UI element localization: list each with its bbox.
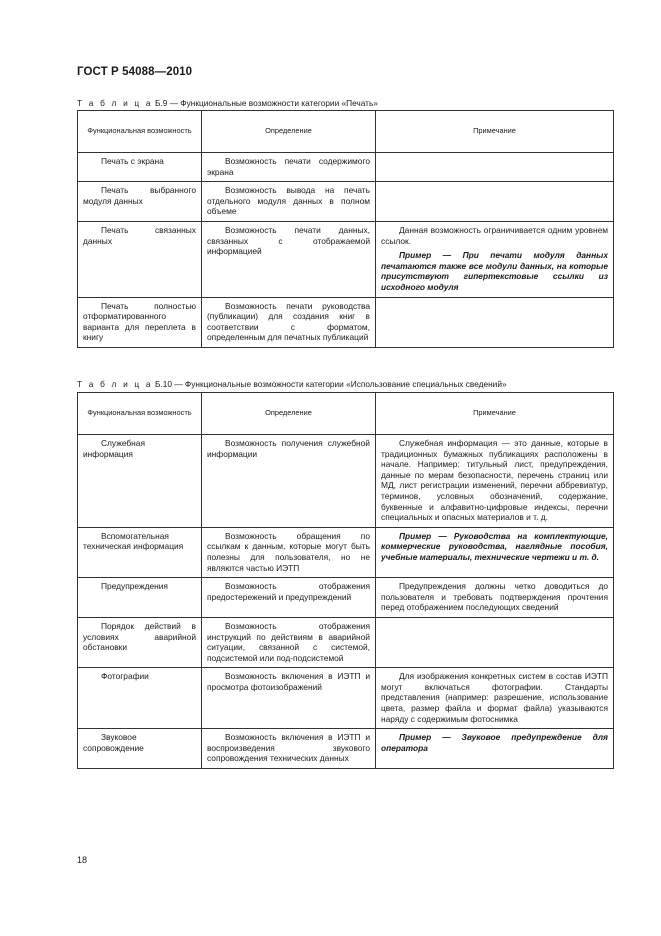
note-cell bbox=[376, 729, 614, 769]
table-row bbox=[78, 221, 614, 297]
capability-cell: Порядок действий в условиях аварийной обстановки bbox=[78, 617, 202, 667]
example-text: Пример — Руководства на комплектующие, коммерческие руководства, наглядные пособия, учебные материалы, технические чертежи и т. д. bbox=[381, 530, 608, 562]
document-header: ГОСТ Р 54088—2010 bbox=[77, 66, 193, 78]
page-number: 18 bbox=[77, 855, 88, 865]
table-b10-caption bbox=[77, 379, 507, 389]
capability-cell: Печать с экрана bbox=[78, 153, 202, 182]
note-cell bbox=[376, 578, 614, 618]
definition-cell: Возможность обращения по ссылкам к данным, которые могут быть полезны для пользователя, но не являются частью ИЭТП bbox=[202, 527, 376, 577]
table-row bbox=[78, 578, 614, 618]
table-row bbox=[78, 435, 614, 528]
note-text: Данная возможность ограничивается одним уровнем ссылок. bbox=[381, 224, 608, 246]
capability-cell: Печать связанных данных bbox=[78, 221, 202, 297]
definition-cell: Возможность печати руководства (публикации) для создания книг в соответствии с форматом, определенным для печатных публикаций bbox=[202, 297, 376, 347]
note-text: Предупреждения должны четко доводиться до пользователя и требовать подтверждения прочтения перед отображением последующих сведений bbox=[381, 581, 608, 613]
table-row bbox=[78, 182, 614, 222]
capability-cell: Печать выбранного модуля данных bbox=[78, 182, 202, 222]
definition-cell: Возможность печати данных, связанных с отображаемой информацией bbox=[202, 221, 376, 297]
definition-cell: Возможность получения служебной информации bbox=[202, 435, 376, 528]
capability-cell: Печать полностью отформатированного варианта для переплета в книгу bbox=[78, 297, 202, 347]
definition-cell: Возможность вывода на печать отдельного модуля данных в полном объеме bbox=[202, 182, 376, 222]
capability-cell: Звуковое сопровождение bbox=[78, 729, 202, 769]
example-text: Пример — При печати модуля данных печатаются также все модули данных, на которые присутствуют гипертекстовые ссылки из исходного модуля bbox=[381, 250, 608, 292]
note-cell bbox=[376, 297, 614, 347]
note-cell bbox=[376, 435, 614, 528]
note-text: Для изображения конкретных систем в состав ИЭТП могут включаться фотографии. Стандарты представления (например: разрешение, использование цвета, размер файла и формат файла) указываются наряду с содержимым фотоснимка bbox=[381, 671, 608, 724]
table-b10-header-row bbox=[78, 393, 614, 435]
table-b10-caption-text: Б.10 — Функциональные возможности категории «Использование специальных сведений» bbox=[155, 379, 507, 389]
capability-cell: Предупреждения bbox=[78, 578, 202, 618]
table-b9-caption-text: Б.9 — Функциональные возможности категории «Печать» bbox=[155, 98, 378, 108]
table-b9-caption-prefix: Т а б л и ц а bbox=[77, 98, 153, 108]
table-row bbox=[78, 729, 614, 769]
table-b9-caption bbox=[77, 98, 378, 108]
capability-cell: Фотографии bbox=[78, 668, 202, 729]
definition-cell: Возможность печати содержимого экрана bbox=[202, 153, 376, 182]
definition-cell: Возможность отображения предостережений и предупреждений bbox=[202, 578, 376, 618]
definition-cell: Возможность включения в ИЭТП и просмотра фотоизображений bbox=[202, 668, 376, 729]
table-b10-caption-prefix: Т а б л и ц а bbox=[77, 379, 153, 389]
definition-cell: Возможность включения в ИЭТП и воспроизведения звукового сопровождения технических данных bbox=[202, 729, 376, 769]
table-row bbox=[78, 527, 614, 577]
column-header-note: Примечание bbox=[376, 393, 614, 435]
column-header-capability: Функциональная возможность bbox=[78, 111, 202, 153]
column-header-note: Примечание bbox=[376, 111, 614, 153]
table-row bbox=[78, 668, 614, 729]
note-cell bbox=[376, 182, 614, 222]
capability-cell: Вспомогательная техническая информация bbox=[78, 527, 202, 577]
definition-cell: Возможность отображения инструкций по действиям в аварийной ситуации, связанной с системой, подсистемой или под-подсистемой bbox=[202, 617, 376, 667]
capability-cell: Служебная информация bbox=[78, 435, 202, 528]
table-b9 bbox=[77, 110, 614, 348]
table-b9-header-row bbox=[78, 111, 614, 153]
column-header-definition: Определение bbox=[202, 393, 376, 435]
note-cell bbox=[376, 153, 614, 182]
table-row bbox=[78, 297, 614, 347]
column-header-capability: Функциональная возможность bbox=[78, 393, 202, 435]
table-b10 bbox=[77, 392, 614, 769]
note-cell bbox=[376, 527, 614, 577]
example-text: Пример — Звуковое предупреждение для оператора bbox=[381, 732, 608, 753]
note-cell bbox=[376, 617, 614, 667]
table-row bbox=[78, 617, 614, 667]
note-cell bbox=[376, 221, 614, 297]
note-cell bbox=[376, 668, 614, 729]
note-text: Служебная информация — это данные, которые в традиционных бумажных публикациях расположены в начале. Например: титульный лист, предупреждения, данные по мерам безопасности, перечень страниц или МД, лист регистрации изменений, перечни аббревиатур, терминов, условных обозначений, содержание, буквенные и алфавитно-цифровые индексы, перечни специальных и опасных материалов и т. д. bbox=[381, 438, 608, 523]
table-row bbox=[78, 153, 614, 182]
column-header-definition: Определение bbox=[202, 111, 376, 153]
